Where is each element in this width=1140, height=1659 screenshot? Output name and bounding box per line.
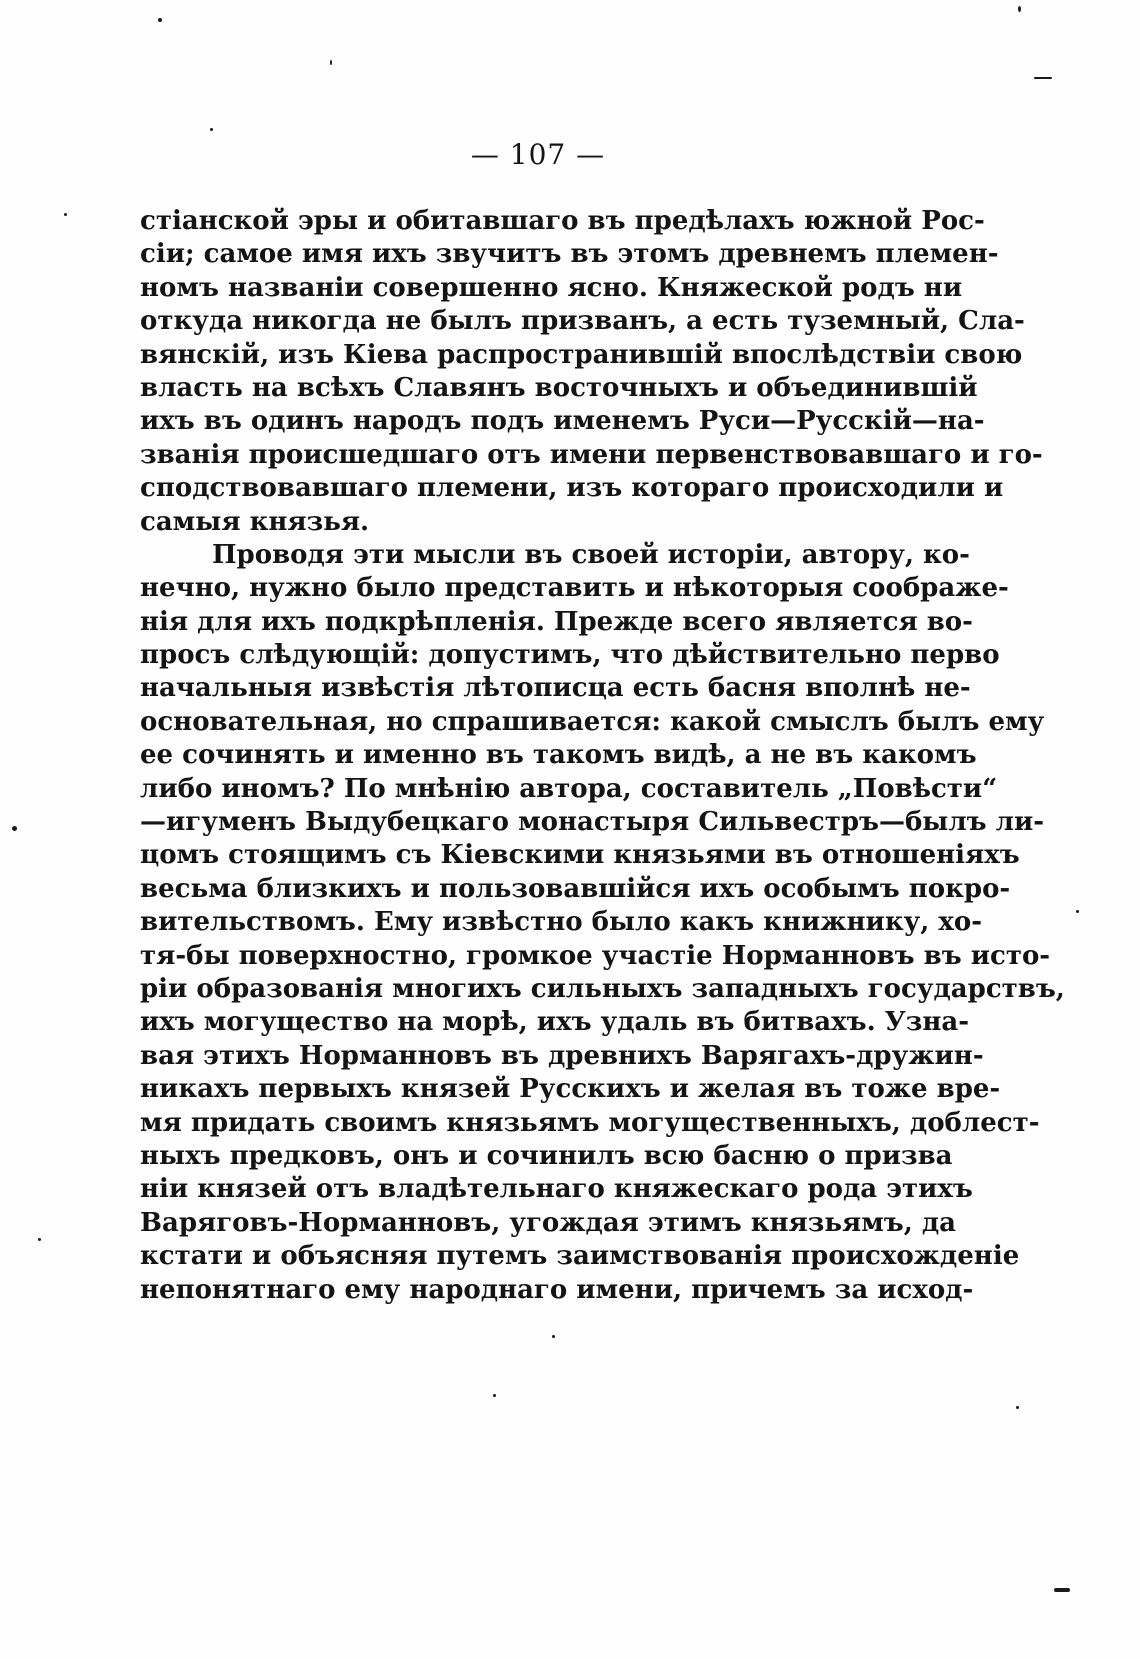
text-line: никахъ первыхъ князей Русскихъ и желая въ тоже вре- [140,1074,1001,1105]
scan-speck [1018,6,1021,12]
text-line: непонятнаго ему народнаго имени, причемъ за исход- [140,1274,974,1305]
text-line: Проводя эти мысли въ своей исторіи, автору, ко- [212,539,970,570]
text-line: ріи образованія многихъ сильныхъ западныхъ государствъ, [140,973,1065,1004]
text-line: откуда никогда не былъ призванъ, а есть туземный, Сла- [140,306,1025,337]
text-line: ихъ въ одинъ народъ подъ именемъ Руси—Русскій—на- [140,406,985,437]
text-line: стіанской эры и обитавшаго въ предѣлахъ южной Рос- [140,206,985,236]
text-line: сподствовавшаго племени, изъ котораго происходили и [140,473,1004,504]
text-line: сіи; самое имя ихъ звучитъ въ этомъ древнемъ племен- [140,239,999,270]
text-line: —игуменъ Выдубецкаго монастыря Сильвестръ—былъ ли- [140,807,1045,838]
text-line: кстати и объясняя путемъ заимствованія происхожденіе [140,1241,1020,1272]
scan-speck [330,60,332,65]
text-line: вянскій, изъ Кіева распространившій впослѣдствіи свою [140,339,1023,370]
text-line: тя-бы поверхностно, громкое участіе Норманновъ въ исто- [140,940,1051,971]
scan-speck [210,128,213,131]
text-line: начальныя извѣстія лѣтописца есть басня вполнѣ не- [140,673,971,704]
text-line: основательная, но спрашивается: какой смыслъ былъ ему [140,706,1045,737]
page-number: — 107 — [470,138,606,171]
text-line: мя придать своимъ князьямъ могущественныхъ, доблест- [140,1107,1040,1138]
text-line: нія для ихъ подкрѣпленія. Прежде всего является во- [140,606,973,637]
text-line: номъ названіи совершенно ясно. Княжеской родъ ни [140,272,963,303]
text-line: просъ слѣдующій: допустимъ, что дѣйствительно перво [140,640,1000,671]
text-line: званія происшедшаго отъ имени первенствовавшаго и го- [140,439,1043,470]
text-line: либо иномъ? По мнѣнію автора, составитель „Повѣсти“ [140,773,998,804]
text-line: цомъ стоящимъ съ Кіевскими князьями въ отношеніяхъ [140,840,1020,871]
text-line: власть на всѣхъ Славянъ восточныхъ и объединившій [140,372,978,403]
text-line: вая этихъ Норманновъ въ древнихъ Варягахъ-дружин- [140,1040,984,1071]
scan-speck [12,826,17,831]
scan-speck [1054,1588,1070,1592]
scan-speck [1076,910,1079,913]
scan-speck [493,1394,496,1397]
text-line: весьма близкихъ и пользовавшійся ихъ особымъ покро- [140,873,1011,904]
text-line: вительствомъ. Ему извѣстно было какъ книжнику, хо- [140,907,982,938]
text-line: Варяговъ-Норманновъ, угождая этимъ князьямъ, да [140,1207,957,1238]
body-text [140,205,1065,1307]
text-line: ныхъ предковъ, онъ и сочинилъ всю басню о призва [140,1140,953,1171]
scan-speck [158,18,162,22]
scan-speck [1034,77,1052,79]
scan-speck [552,1335,555,1338]
text-line: ее сочинять и именно въ такомъ видѣ, а не въ какомъ [140,740,977,771]
text-line: нечно, нужно было представить и нѣкоторыя соображе- [140,573,1009,604]
text-line: ихъ могущество на морѣ, ихъ удаль въ битвахъ. Узна- [140,1007,970,1038]
scan-speck [1016,1406,1019,1409]
text-line: ніи князей отъ владѣтельнаго княжескаго рода этихъ [140,1174,973,1205]
scan-speck [64,213,67,216]
scan-speck [38,1238,41,1241]
text-line: самыя князья. [140,506,370,537]
